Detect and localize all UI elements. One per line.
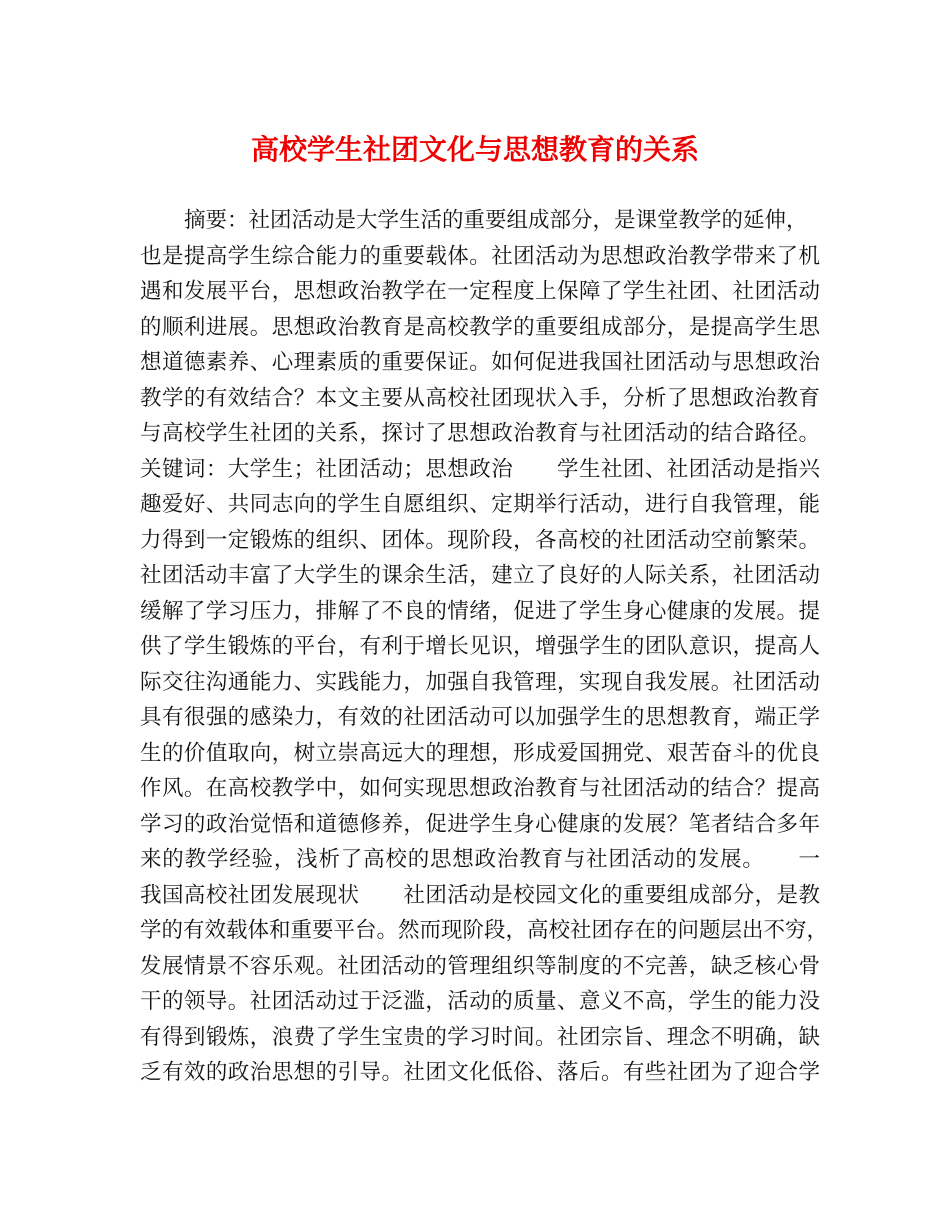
- text-line: 想道德素养、心理素质的重要保证。如何促进我国社团活动与思想政治: [140, 350, 820, 375]
- text-line: 有得到锻炼，浪费了学生宝贵的学习时间。社团宗旨、理念不明确，缺: [140, 1024, 820, 1050]
- text-line: 乏有效的政治思想的引导。社团文化低俗、落后。有些社团为了迎合学: [140, 1060, 820, 1085]
- text-line: 学的有效载体和重要平台。然而现阶段，高校社团存在的问题层出不穷，: [140, 918, 829, 943]
- text-line: 关键词：大学生；社团活动；思想政治 学生社团、社团活动是指兴: [140, 456, 820, 482]
- document-title: 高校学生社团文化与思想教育的关系: [250, 133, 699, 166]
- text-line: 遇和发展平台，思想政治教学在一定程度上保障了学生社团、社团活动: [140, 279, 820, 304]
- text-line: 际交往沟通能力、实践能力，加强自我管理，实现自我发展。社团活动: [140, 669, 820, 695]
- text-line: 社团活动丰富了大学生的课余生活，建立了良好的人际关系，社团活动: [140, 563, 820, 588]
- text-line: 来的教学经验，浅析了高校的思想政治教育与社团活动的发展。 一: [140, 847, 820, 872]
- text-line: 趣爱好、共同志向的学生自愿组织、定期举行活动，进行自我管理，能: [140, 492, 820, 517]
- text-line: 的顺利进展。思想政治教育是高校教学的重要组成部分，是提高学生思: [140, 314, 820, 340]
- text-line: 作风。在高校教学中，如何实现思想政治教育与社团活动的结合？提高: [140, 776, 820, 801]
- text-line: 缓解了学习压力，排解了不良的情绪，促进了学生身心健康的发展。提: [140, 598, 820, 624]
- text-line: 我国高校社团发展现状 社团活动是校园文化的重要组成部分，是教: [140, 882, 820, 908]
- text-line: 干的领导。社团活动过于泛滥，活动的质量、意义不高，学生的能力没: [140, 989, 820, 1014]
- text-line: 供了学生锻炼的平台，有利于增长见识，增强学生的团队意识，提高人: [140, 634, 820, 659]
- text-line: 学习的政治觉悟和道德修养，促进学生身心健康的发展？笔者结合多年: [140, 811, 820, 837]
- text-line: 教学的有效结合？本文主要从高校社团现状入手，分析了思想政治教育: [140, 385, 820, 411]
- text-line: 与高校学生社团的关系，探讨了思想政治教育与社团活动的结合路径。: [140, 421, 820, 446]
- text-line: 也是提高学生综合能力的重要载体。社团活动为思想政治教学带来了机: [140, 243, 820, 269]
- document-body: [140, 203, 829, 1091]
- text-line: 力得到一定锻炼的组织、团体。现阶段，各高校的社团活动空前繁荣。: [140, 527, 820, 553]
- text-line: 摘要：社团活动是大学生活的重要组成部分，是课堂教学的延伸，: [184, 208, 808, 233]
- text-line: 发展情景不容乐观。社团活动的管理组织等制度的不完善，缺乏核心骨: [140, 953, 820, 979]
- text-line: 具有很强的感染力，有效的社团活动可以加强学生的思想教育，端正学: [140, 705, 820, 730]
- text-line: 生的价值取向，树立崇高远大的理想，形成爱国拥党、艰苦奋斗的优良: [140, 740, 820, 766]
